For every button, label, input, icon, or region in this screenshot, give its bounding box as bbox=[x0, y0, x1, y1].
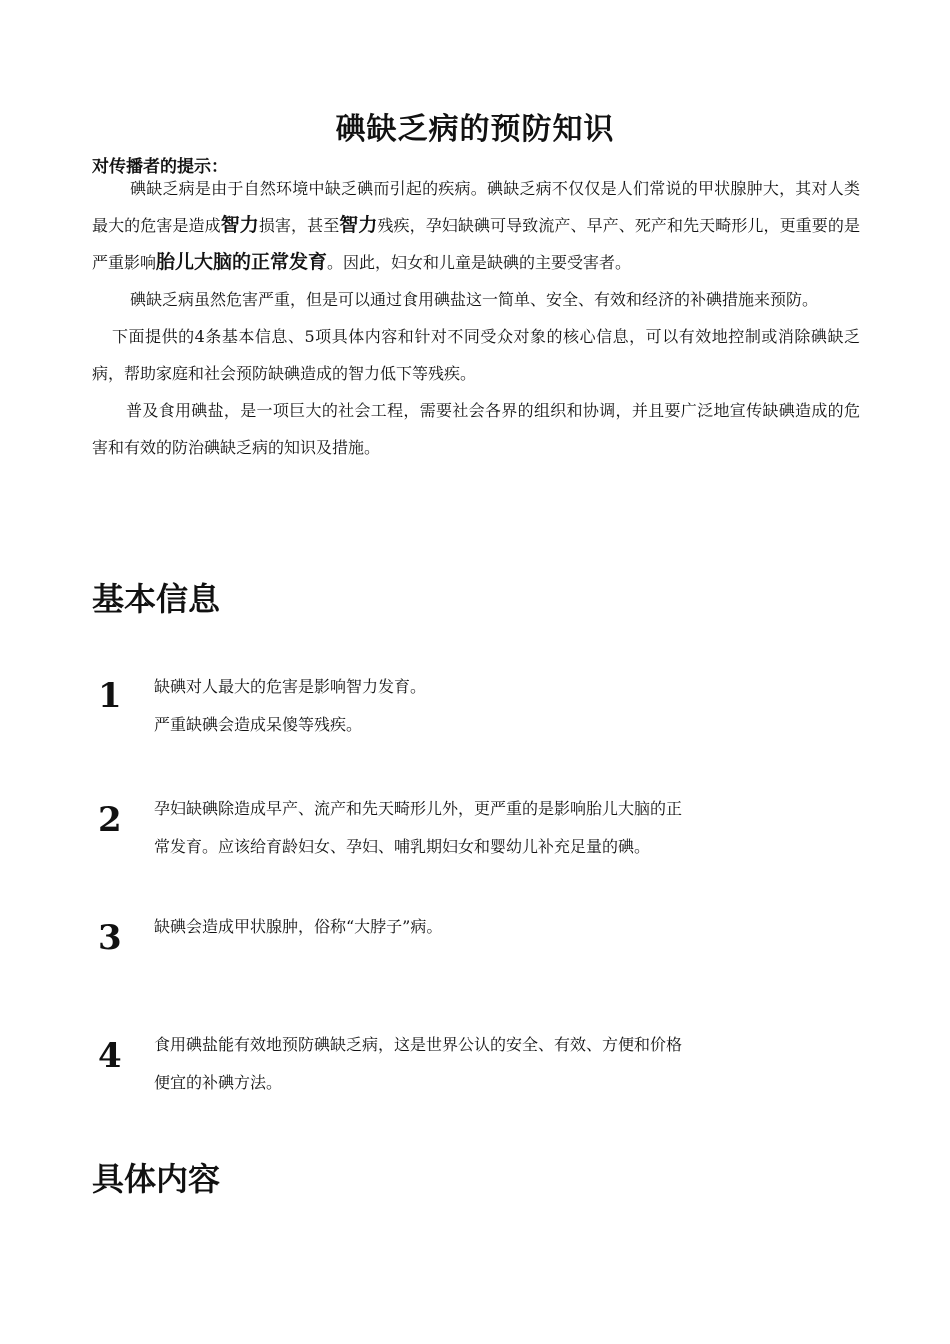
section-heading-basic-info: 基本信息 bbox=[92, 580, 221, 618]
item-line: 缺碘对人最大的危害是影响智力发育。 bbox=[154, 677, 427, 696]
item-line: 孕妇缺碘除造成早产、流产和先天畸形儿外，更严重的是影响胎儿大脑的正 bbox=[154, 799, 683, 818]
intro-paragraph-4: 普及食用碘盐，是一项巨大的社会工程，需要社会各界的组织和协调，并且要广泛地宣传缺碘造成的危害和有效的防治碘缺乏病的知识及措施。 bbox=[92, 401, 860, 457]
item-line: 便宜的补碘方法。 bbox=[154, 1073, 283, 1092]
item-text bbox=[154, 790, 794, 866]
intro-text: 残疾，孕妇缺碘可导致流产、早产、死产和先天畸形儿，更重要的是严重影响 bbox=[92, 216, 860, 272]
intro-text: 损害，甚至 bbox=[258, 216, 340, 235]
intro-section bbox=[92, 170, 860, 466]
tip-heading: 对传播者的提示： bbox=[92, 157, 228, 177]
item-line: 缺碘会造成甲状腺肿，俗称“大脖子”病。 bbox=[154, 917, 443, 936]
item-text bbox=[154, 1026, 794, 1102]
intro-paragraph-3: 下面提供的4条基本信息、5项具体内容和针对不同受众对象的核心信息，可以有效地控制或消除碘缺乏病，帮助家庭和社会预防缺碘造成的智力低下等残疾。 bbox=[92, 327, 860, 383]
intro-paragraph-2: 碘缺乏病虽然危害严重，但是可以通过食用碘盐这一简单、安全、有效和经济的补碘措施来预防。 bbox=[130, 290, 819, 309]
intro-text: 。因此，妇女和儿童是缺碘的主要受害者。 bbox=[327, 253, 632, 272]
document-title: 碘缺乏病的预防知识 bbox=[335, 112, 615, 147]
emphasis-text: 智力 bbox=[220, 214, 259, 236]
item-text bbox=[154, 668, 794, 744]
item-number: 3 bbox=[98, 918, 122, 958]
item-text bbox=[154, 908, 794, 946]
item-line: 食用碘盐能有效地预防碘缺乏病，这是世界公认的安全、有效、方便和价格 bbox=[154, 1035, 683, 1054]
intro-text: 碘缺乏病是由于自然环境中缺乏碘而引起的疾病。碘缺乏病不仅仅是人们常说的甲状腺肿大，其对人类最大的危害是造成 bbox=[92, 179, 860, 235]
item-line: 常发育。应该给育龄妇女、孕妇、哺乳期妇女和婴幼儿补充足量的碘。 bbox=[154, 837, 651, 856]
item-number: 1 bbox=[98, 676, 122, 716]
emphasis-text: 智力 bbox=[339, 214, 378, 236]
item-number: 2 bbox=[98, 800, 122, 840]
section-heading-details: 具体内容 bbox=[92, 1160, 221, 1198]
item-line: 严重缺碘会造成呆傻等残疾。 bbox=[154, 715, 363, 734]
item-number: 4 bbox=[98, 1036, 122, 1076]
emphasis-text: 胎儿大脑的正常发育 bbox=[156, 251, 328, 273]
intro-paragraph-1 bbox=[92, 170, 860, 281]
